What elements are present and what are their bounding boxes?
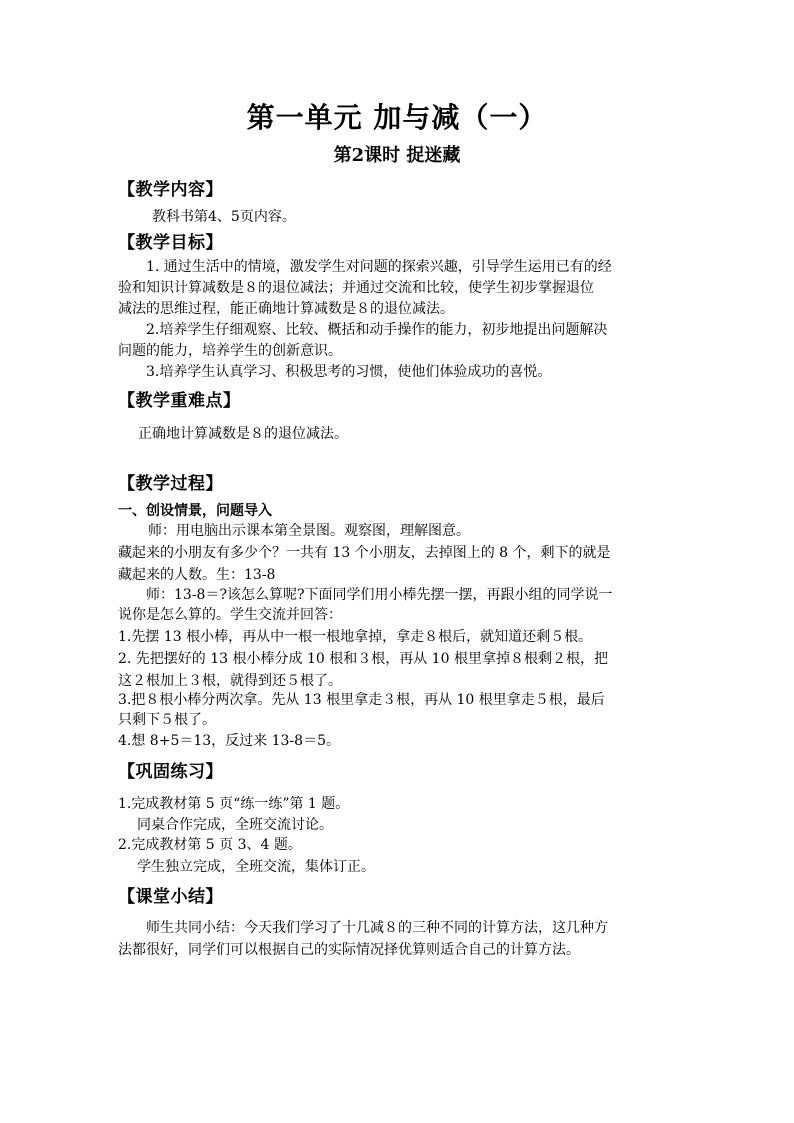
goals-line: 3.培养学生认真学习、积极思考的习惯，使他们体验成功的喜悦。: [146, 364, 552, 380]
section-heading-summary: 【课堂小结】: [118, 887, 223, 907]
practice-line: 2.完成教材第 5 页 3、4 题。: [118, 837, 302, 853]
process-line: 2. 先把摆好的 13 根小棒分成 10 根和３根，再从 10 根里拿掉８根剩２根，把: [118, 651, 608, 667]
process-line: 3.把８根小棒分两次拿。先从 13 根里拿走３根，再从 10 根里拿走５根，最后: [118, 692, 605, 708]
section-heading-goals: 【教学目标】: [118, 233, 223, 253]
content-line: 教科书第4、5页内容。: [152, 209, 296, 225]
section-heading-content: 【教学内容】: [118, 180, 223, 200]
summary-line: 师生共同小结：今天我们学习了十几减８的三种不同的计算方法，这几种方: [146, 920, 608, 936]
goals-line: 1. 通过生活中的情境，激发学生对问题的探索兴趣，引导学生运用已有的经: [146, 259, 612, 275]
section-heading-key-points: 【教学重难点】: [118, 391, 241, 411]
process-line: 这２根加上３根，就得到还５根了。: [118, 673, 342, 689]
process-line: 只剩下５根了。: [118, 712, 216, 728]
page-title: 第一单元 加与减（一）: [246, 101, 548, 134]
page-subtitle: 第2课时 捉迷藏: [333, 145, 461, 166]
process-line: 师：13-8＝?该怎么算呢?下面同学们用小棒先摆一摆，再跟小组的同学说一: [146, 587, 613, 603]
key-points-line: 正确地计算减数是８的退位减法。: [138, 426, 348, 442]
process-line: 藏起来的人数。生：13-8: [118, 567, 276, 583]
process-line: 4.想 8+5＝13，反过来 13-8＝5。: [118, 733, 340, 749]
summary-line: 法都很好，同学们可以根据自己的实际情况择优算则适合自己的计算方法。: [118, 942, 580, 958]
goals-line: 减法的思维过程，能正确地计算减数是８的退位减法。: [118, 301, 454, 317]
process-line: 师：用电脑出示课本第全景图。观察图，理解图意。: [148, 523, 470, 539]
goals-line: 问题的能力，培养学生的创新意识。: [118, 343, 342, 359]
section-heading-process: 【教学过程】: [118, 474, 223, 494]
process-line: 1.先摆 13 根小棒，再从中一根一根地拿掉，拿走８根后，就知道还剩５根。: [118, 629, 593, 645]
practice-line: 同桌合作完成，全班交流讨论。: [137, 817, 333, 833]
section-heading-practice: 【巩固练习】: [118, 762, 223, 782]
goals-line: 验和知识计算减数是８的退位减法；并通过交流和比较，使学生初步掌握退位: [118, 280, 594, 296]
goals-line: 2.培养学生仔细观察、比较、概括和动手操作的能力，初步地提出问题解决: [146, 322, 608, 338]
process-line: 说你是怎么算的。学生交流并回答：: [118, 607, 342, 623]
practice-line: 1.完成教材第 5 页“练一练”第 1 题。: [118, 796, 350, 812]
process-line: 藏起来的小朋友有多少个？一共有 13 个小朋友，去掉图上的 8 个，剩下的就是: [118, 545, 611, 561]
practice-line: 学生独立完成，全班交流，集体订正。: [137, 859, 375, 875]
process-subheading: 一、创设情景，问题导入: [118, 503, 272, 519]
